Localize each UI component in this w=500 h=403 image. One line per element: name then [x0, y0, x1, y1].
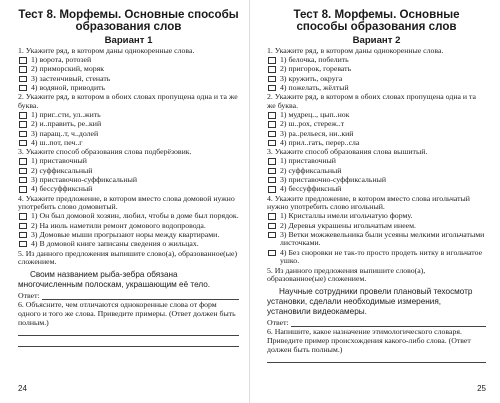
option-text: 3) приставочно-суффиксальный: [280, 174, 387, 184]
checkbox[interactable]: [268, 140, 276, 147]
option-row: [267, 185, 486, 194]
option-text: 2) ш..рох, стереж..т: [280, 119, 345, 129]
question-3: 3. Укажите способ образования слова вышитый.: [267, 147, 428, 157]
option-text: 3) Домовые мыши прогрызают норы между квартирами.: [31, 229, 220, 239]
option-row: [18, 167, 239, 176]
option-text: 2) и..править, ре..кий: [31, 119, 102, 129]
checkbox[interactable]: [19, 76, 27, 83]
option-text: 2) приморский, моряк: [31, 64, 105, 74]
question-4: 4. Укажите предложение, в котором вместо слова игольчатый нужно употребить слово игольный.: [267, 193, 470, 212]
option-text: 4) ш..пот, печ..г: [31, 137, 83, 147]
answer-line[interactable]: [18, 338, 239, 347]
checkbox[interactable]: [19, 223, 27, 230]
question-6: 6. Напишите, какое назначение этимологического словаря. Приведите пример происхождения какого-либо слова. (Ответ должен быть полным.): [267, 327, 471, 354]
option-text: 4) Без сноровки не так-то просто продеть нитку в игольчатое ушко.: [280, 247, 483, 266]
answer-line[interactable]: [267, 354, 486, 363]
option-text: 4) водяной, приводить: [31, 82, 106, 92]
checkbox[interactable]: [268, 213, 276, 220]
question-2: 2. Укажите ряд, в котором в обоих словах пропущена одна и та же буква.: [267, 92, 476, 110]
sample-sentence: Научные сотрудники провели плановый техосмотр установки, сделали необходимые измерения, установили видеокамеры.: [267, 286, 473, 316]
checkbox[interactable]: [268, 57, 276, 64]
option-row: [18, 157, 239, 166]
checkbox[interactable]: [19, 57, 27, 64]
checkbox[interactable]: [268, 250, 276, 257]
option-text: 3) приставочно-суффиксальный: [31, 174, 138, 184]
answer-row: [267, 318, 486, 327]
checkbox[interactable]: [19, 140, 27, 147]
question-1: 1. Укажите ряд, в котором даны однокоренные слова.: [18, 46, 195, 55]
option-text: 4) бессуффиксный: [31, 184, 93, 194]
answer-label: Ответ:: [267, 318, 289, 328]
checkbox[interactable]: [268, 232, 276, 239]
book-spine: [249, 0, 250, 403]
page-title: Тест 8. Морфемы. Основные способы образования слов: [293, 8, 460, 33]
option-text: 2) Деревья украшены игольчатым инеем.: [280, 220, 417, 230]
checkbox[interactable]: [268, 186, 276, 193]
checkbox[interactable]: [268, 121, 276, 128]
page-title: Тест 8. Морфемы. Основные способы образования слов: [18, 8, 239, 33]
option-row: [267, 84, 486, 93]
option-row: [18, 130, 239, 139]
checkbox[interactable]: [268, 131, 276, 138]
option-row: [267, 167, 486, 176]
question-5: 5. Из данного предложения выпишите слово(а), образованное(ые) сложением.: [18, 248, 238, 267]
option-text: 1) приг..сти, ул..жить: [31, 110, 101, 120]
option-text: 3) Ветки можжевельника были усеяны мелкими игольчатыми листочками.: [280, 229, 485, 248]
checkbox[interactable]: [19, 131, 27, 138]
option-text: 1) Он был домовой хозяин, любил, чтобы в доме был порядок.: [31, 211, 239, 221]
option-row: [18, 139, 239, 148]
option-text: 3) паращ..т, ч..долей: [31, 128, 99, 138]
option-text: 3) ра..рельеся, ни..кий: [280, 128, 354, 138]
option-text: 1) приставочный: [280, 156, 336, 166]
question-5: 5. Из данного предложения выпишите слово(а), образованное(ые) сложением.: [267, 265, 426, 284]
option-text: 2) пригорок, горевать: [280, 64, 352, 74]
checkbox[interactable]: [268, 112, 276, 119]
option-row: [267, 249, 486, 266]
checkbox[interactable]: [19, 66, 27, 73]
option-text: 4) пожелать, жёлтый: [280, 82, 349, 92]
page-number: 25: [477, 384, 486, 393]
variant-heading: Вариант 2: [352, 35, 401, 46]
checkbox[interactable]: [268, 223, 276, 230]
checkbox[interactable]: [19, 85, 27, 92]
option-row: [267, 212, 486, 221]
option-text: 2) суффиксальный: [280, 165, 342, 175]
option-text: 1) белочка, побелить: [280, 55, 349, 65]
option-row: [267, 157, 486, 166]
checkbox[interactable]: [268, 168, 276, 175]
left-page: [0, 0, 247, 403]
option-row: [267, 75, 486, 84]
option-text: 4) бессуффиксный: [280, 184, 342, 194]
option-row: [18, 222, 239, 231]
checkbox[interactable]: [19, 112, 27, 119]
sample-sentence: Своим названием рыба-зебра обязана многочисленным полоскам, украшающим её тело.: [18, 269, 211, 289]
checkbox[interactable]: [268, 66, 276, 73]
answer-line[interactable]: [42, 292, 239, 300]
option-row: [267, 65, 486, 74]
question-2: 2. Укажите ряд, в котором в обоих словах пропущена одна и та же буква.: [18, 92, 238, 110]
checkbox[interactable]: [19, 232, 27, 239]
page-number: 24: [18, 384, 27, 393]
option-row: [18, 240, 239, 249]
option-text: 3) кружить, округа: [280, 73, 343, 83]
checkbox[interactable]: [19, 121, 27, 128]
option-text: 2) суффиксальный: [31, 165, 93, 175]
right-page: [253, 0, 500, 403]
option-row: [18, 212, 239, 221]
checkbox[interactable]: [19, 158, 27, 165]
option-row: [18, 84, 239, 93]
option-row: [18, 75, 239, 84]
option-text: 2) На июль наметили ремонт домового водопровода.: [31, 220, 206, 230]
option-row: [267, 231, 486, 248]
option-text: 4) В домовой книге записаны сведения о жильцах.: [31, 238, 199, 248]
checkbox[interactable]: [19, 241, 27, 248]
question-4: 4. Укажите предложение, в котором вместо слова домовой нужно употребить слово домовитый.: [18, 193, 235, 212]
checkbox[interactable]: [268, 85, 276, 92]
option-row: [18, 65, 239, 74]
option-row: [267, 120, 486, 129]
variant-heading: Вариант 1: [104, 35, 153, 46]
option-row: [267, 222, 486, 231]
option-row: [18, 120, 239, 129]
checkbox[interactable]: [268, 76, 276, 83]
option-text: 4) прил..гать, перер..сла: [280, 137, 360, 147]
option-text: 3) застенчивый, стенать: [31, 73, 111, 83]
checkbox[interactable]: [19, 213, 27, 220]
answer-label: Ответ:: [18, 291, 40, 301]
option-text: 1) мудрец.., цып..нок: [280, 110, 350, 120]
option-row: [267, 139, 486, 148]
checkbox[interactable]: [268, 177, 276, 184]
checkbox[interactable]: [19, 168, 27, 175]
option-row: [18, 185, 239, 194]
option-row: [267, 130, 486, 139]
answer-line[interactable]: [291, 319, 486, 327]
option-text: 1) ворота, ротозей: [31, 55, 92, 65]
checkbox[interactable]: [268, 158, 276, 165]
question-3: 3. Укажите способ образования слова подберёзовик.: [18, 147, 192, 157]
option-text: 1) приставочный: [31, 156, 87, 166]
checkbox[interactable]: [19, 186, 27, 193]
answer-line[interactable]: [18, 327, 239, 336]
answer-row: [18, 291, 239, 300]
question-1: 1. Укажите ряд, в котором даны однокоренные слова.: [267, 46, 444, 55]
option-text: 1) Кристаллы имели игольчатую форму.: [280, 211, 413, 221]
question-6: 6. Объясните, чем отличаются однокоренные слова от форм одного и того же слова. Приведите примеры. (Ответ должен быть полным.): [18, 300, 236, 327]
checkbox[interactable]: [19, 177, 27, 184]
